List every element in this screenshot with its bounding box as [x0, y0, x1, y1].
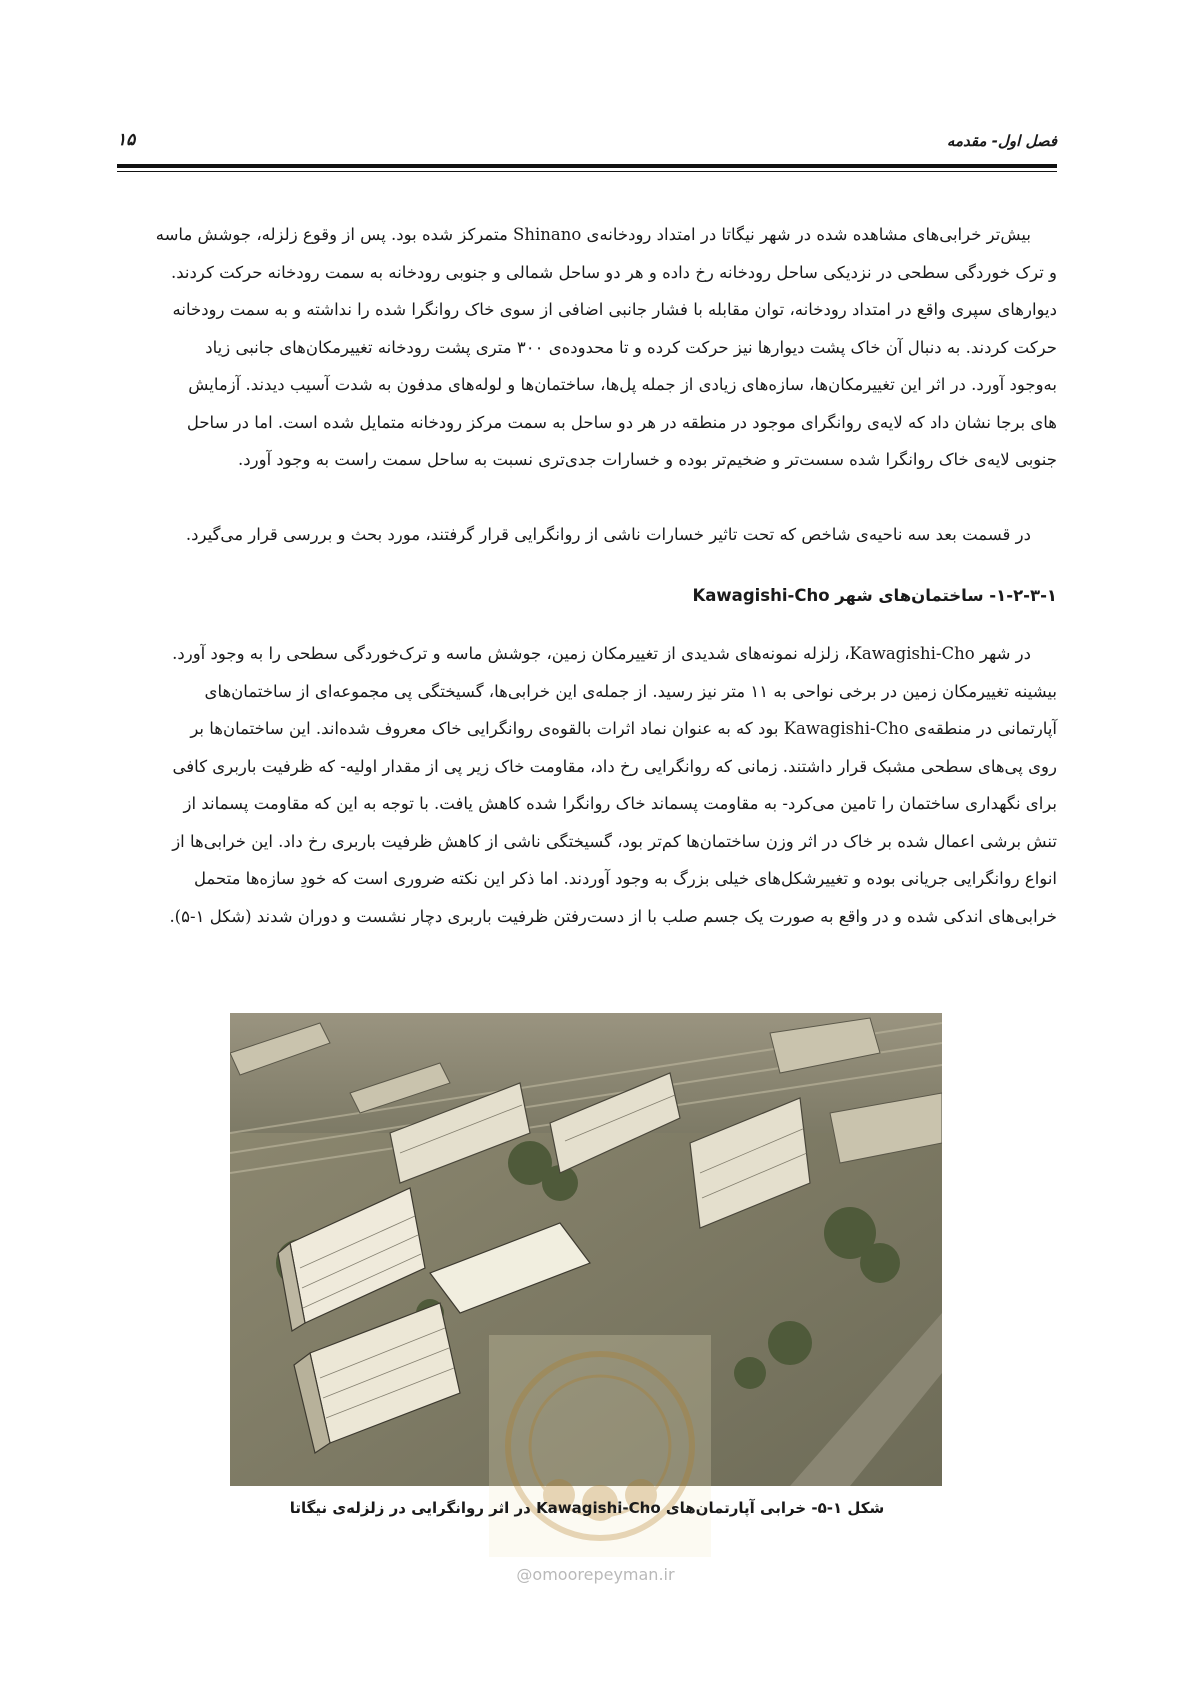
paragraph-liquefaction-shinano	[117, 216, 1057, 479]
chapter-title: فصل اول- مقدمه	[946, 132, 1057, 150]
text-line: تنش برشی اعمال شده بر خاک در اثر وزن ساختمان‌ها کم‌تر بود، گسیختگی ناشی از کاهش ظرفیت باربری رخ داد. این خرابی‌ها از	[172, 831, 1057, 851]
header-rule-thin	[117, 171, 1057, 172]
text-line: در شهر Kawagishi-Cho، زلزله نمونه‌های شدیدی از تغییرمکان زمین، جوشش ماسه و ترک‌خوردگی سطحی را به وجود آورد.	[172, 644, 1031, 663]
text-line: های برجا نشان داد که لایه‌ی روانگرای موجود در منطقه در هر دو ساحل به سمت مرکز رودخانه متمایل شده است. اما در ساحل	[186, 412, 1057, 432]
text-line: بیش‌تر خرابی‌های مشاهده شده در شهر نیگاتا در امتداد رودخانه‌ی Shinano متمرکز شده بود. پس از وقوع زلزله، جوشش ماسه	[155, 225, 1031, 244]
running-header	[117, 128, 1057, 166]
text-line: و ترک خوردگی سطحی در نزدیکی ساحل رودخانه رخ داده و هر دو ساحل شمالی و جنوبی رودخانه به سمت رودخانه حرکت کردند.	[171, 262, 1057, 282]
site-watermark: @omoorepeyman.ir	[516, 1565, 675, 1584]
figure-caption: شکل ۱-۵- خرابی آپارتمان‌های Kawagishi-Cho در اثر روانگرایی در زلزله‌ی نیگاتا	[289, 1499, 885, 1517]
paragraph-kawagishi-cho	[117, 635, 1057, 935]
text-line: در قسمت بعد سه ناحیه‌ی شاخص که تحت تاثیر خسارات ناشی از روانگرایی قرار گرفتند، مورد بحث و بررسی قرار می‌گیرد.	[185, 525, 1031, 544]
text-line: خرابی‌های اندکی شده و در واقع به صورت یک جسم صلب با از دست‌رفتن ظرفیت باربری دچار نشست و دوران شدند (شکل ۱-۵).	[169, 906, 1057, 926]
figure-aerial-photo	[230, 1013, 942, 1486]
section-heading: ۱-۲-۳-۱- ساختمان‌های شهر Kawagishi-Cho	[692, 586, 1057, 605]
page-number: ۱۵	[117, 130, 136, 150]
text-line: برای نگهداری ساختمان را تامین می‌کرد- به مقاومت پسماند خاک روانگرا شده کاهش یافت. با توجه به این که مقاومت پسماند از	[183, 794, 1057, 813]
text-line: به‌وجود آورد. در اثر این تغییرمکان‌ها، سازه‌های زیادی از جمله پل‌ها، ساختمان‌ها و لوله‌های مدفون به شدت آسیب دیدند. آزمایش	[188, 375, 1057, 394]
header-rule-thick	[117, 164, 1057, 168]
text-line: دیوارهای سپری واقع در امتداد رودخانه، توان مقابله با فشار جانبی اضافی از سوی خاک روانگرا شده را نداشته و به سمت رودخانه	[172, 300, 1057, 319]
text-line: روی پی‌های سطحی مشبک قرار داشتند. زمانی که روانگرایی رخ داد، مقاومت خاک زیر پی از مقدار اولیه- که ظرفیت باربری کافی	[172, 756, 1057, 776]
text-line: جنوبی لایه‌ی خاک روانگرا شده سست‌تر و ضخیم‌تر بوده و خسارات جدی‌تری نسبت به ساحل سمت راست به وجود آورد.	[238, 450, 1057, 469]
text-line: بیشینه تغییرمکان زمین در برخی نواحی به ۱۱ متر نیز رسید. از جمله‌ی این خرابی‌ها، گسیختگی پی مجموعه‌ای از ساختمان‌های	[204, 681, 1057, 701]
text-line: حرکت کردند. به دنبال آن خاک پشت دیوارها نیز حرکت کرده و تا محدوده‌ی ۳۰۰ متری پشت رودخانه تغییرمکان‌های جانبی زیاد	[205, 337, 1057, 357]
paragraph-next-section	[117, 516, 1057, 554]
text-line: انواع روانگرایی جریانی بوده و تغییرشکل‌های خیلی بزرگ به وجود آوردند. اما ذکر این نکته ضروری است که خودِ سازه‌ها متحمل	[193, 869, 1057, 888]
text-line: آپارتمانی در منطقه‌ی Kawagishi-Cho بود که به عنوان نماد اثرات بالقوه‌ی روانگرایی خاک معروف شده‌اند. این ساختمان‌ها بر	[190, 719, 1057, 738]
